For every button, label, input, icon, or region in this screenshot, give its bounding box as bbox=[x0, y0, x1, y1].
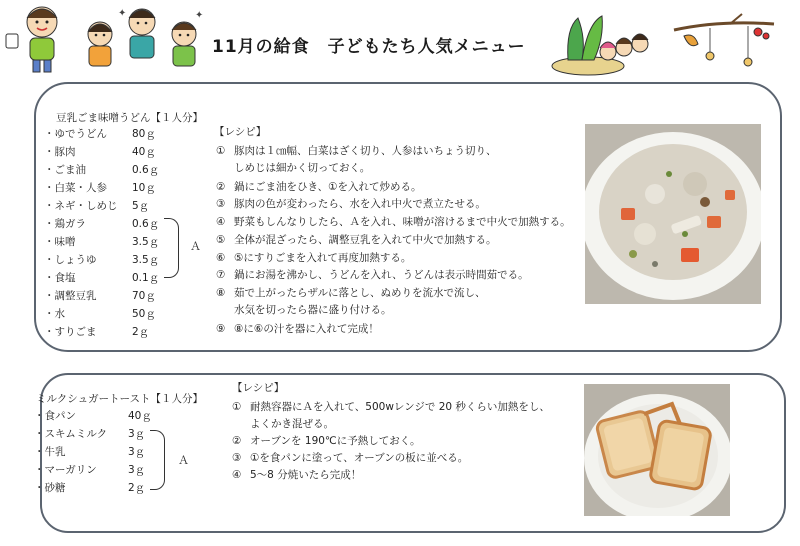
ingredient-row: ・ネギ・しめじ 5ｇ bbox=[44, 200, 150, 212]
menu2-title: ミルクシュガートースト【１人分】 bbox=[36, 393, 204, 405]
group-a-label: Ａ bbox=[190, 240, 201, 253]
ingredient-row: ・水 50ｇ bbox=[44, 308, 156, 320]
recipe-step: ⑦ 鍋にお湯を沸かし、うどんを入れ、うどんは表示時間茹でる。 bbox=[216, 269, 529, 281]
page-title: 11月の給食 子どもたち人気メニュー bbox=[212, 37, 526, 57]
ingredient-row: ・すりごま 2ｇ bbox=[44, 326, 150, 338]
menu2-recipe-heading: 【レシピ】 bbox=[232, 382, 285, 394]
ingredient-row: ・マーガリン 3ｇ bbox=[34, 464, 146, 476]
recipe-step: ⑤ 全体が混ざったら、調整豆乳を入れて中火で加熱する。 bbox=[216, 234, 497, 246]
group-a-bracket bbox=[150, 430, 165, 490]
svg-text:✦: ✦ bbox=[195, 10, 204, 21]
branch-ornament-illustration bbox=[670, 10, 780, 72]
ingredient-row: ・食パン 40ｇ bbox=[34, 410, 152, 422]
vegetables-illustration bbox=[548, 8, 658, 78]
ingredient-row: ・砂糖 2ｇ bbox=[34, 482, 146, 494]
recipe-step: ② オーブンを 190℃に予熱しておく。 bbox=[232, 435, 421, 447]
group-a-label: Ａ bbox=[178, 454, 189, 467]
ingredient-row: ・ごま油 0.6ｇ bbox=[44, 164, 160, 176]
ingredient-row: ・調整豆乳 70ｇ bbox=[44, 290, 156, 302]
recipe-step: ① 豚肉は１㎝幅、白菜はざく切り、人参はいちょう切り、 しめじは細かく切っておく。 bbox=[216, 145, 497, 174]
recipe-step: ③ 豚肉の色が変わったら、水を入れ中火で煮立たせる。 bbox=[216, 198, 486, 210]
ingredient-row: ・白菜・人参 10ｇ bbox=[44, 182, 156, 194]
ingredient-row: ・牛乳 3ｇ bbox=[34, 446, 146, 458]
menu1-title: 豆乳ごま味噌うどん【１人分】 bbox=[56, 112, 203, 124]
recipe-step: ④ 5～8 分焼いたら完成！ bbox=[232, 469, 362, 481]
recipe-step: ③ ①を食パンに塗って、オーブンの板に並べる。 bbox=[232, 452, 469, 464]
recipe-step: ④ 野菜もしんなりしたら、Ａを入れ、味噌が溶けるまで中火で加熱する。 bbox=[216, 216, 571, 228]
children-illustration bbox=[0, 0, 210, 80]
ingredient-row: ・鶏ガラ 0.6ｇ bbox=[44, 218, 160, 230]
ingredient-row: ・しょうゆ 3.5ｇ bbox=[44, 254, 160, 266]
recipe-step: ⑧ 茹で上がったらザルに落とし、ぬめりを流水で流し、 水気を切ったら器に盛り付ける。 bbox=[216, 287, 486, 316]
svg-text:✦: ✦ bbox=[118, 8, 127, 19]
recipe-step: ① 耐熱容器にＡを入れて、500wレンジで 20 秒くらい加熱をし、 よくかき混ぜる。 bbox=[232, 401, 550, 430]
menu1-ingredient-list bbox=[44, 127, 204, 337]
milk-sugar-toast-photo bbox=[584, 384, 730, 516]
recipe-step: ② 鍋にごま油をひき、①を入れて炒める。 bbox=[216, 181, 422, 193]
udon-soup-photo bbox=[585, 124, 761, 304]
recipe-step: ⑨ ⑧に⑥の汁を器に入れて完成！ bbox=[216, 323, 379, 335]
menu1-recipe-heading: 【レシピ】 bbox=[214, 126, 267, 138]
group-a-bracket bbox=[164, 218, 179, 278]
ingredient-row: ・ゆでうどん 80ｇ bbox=[44, 128, 156, 140]
recipe-step: ⑥ ⑤にすりごまを入れて再度加熱する。 bbox=[216, 252, 412, 264]
ingredient-row: ・味噌 3.5ｇ bbox=[44, 236, 160, 248]
ingredient-row: ・食塩 0.1ｇ bbox=[44, 272, 160, 284]
ingredient-row: ・豚肉 40ｇ bbox=[44, 146, 156, 158]
ingredient-row: ・スキムミルク 3ｇ bbox=[34, 428, 146, 440]
